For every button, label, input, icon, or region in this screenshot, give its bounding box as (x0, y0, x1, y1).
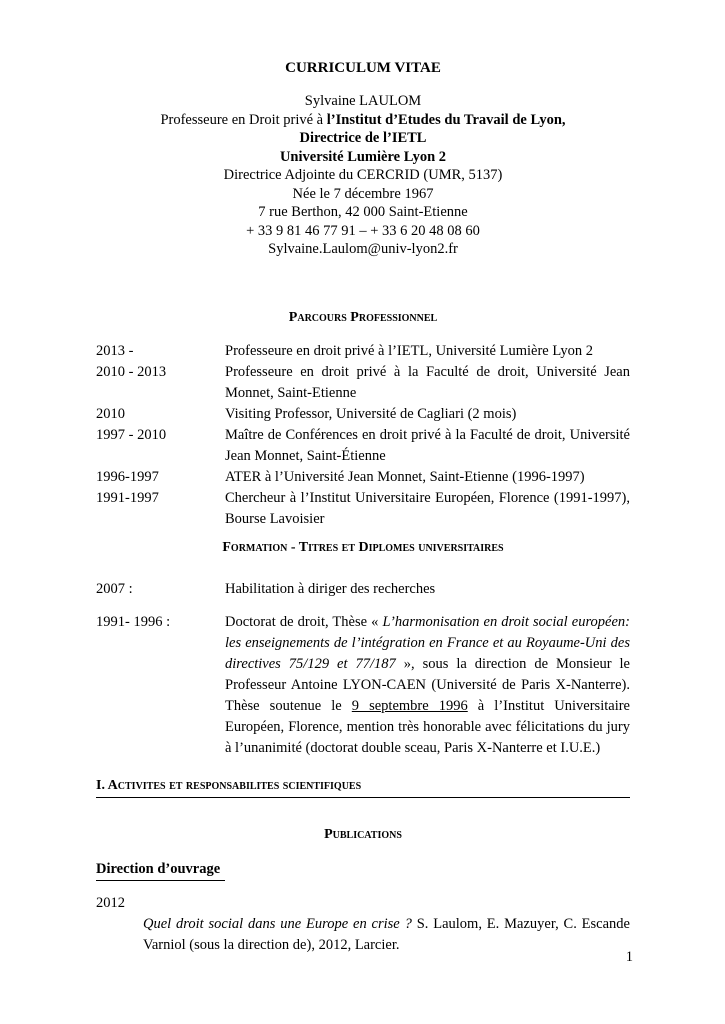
entry-description: Visiting Professor, Université de Cagliari (2 mois) (225, 405, 517, 422)
entry-year: 2010 (96, 405, 125, 422)
section-heading-parcours: Parcours Professionnel (288, 309, 438, 325)
parcours-entry (96, 488, 630, 530)
thesis-title: L’harmonisation en droit social européen: les enseignements de l’intégration en France et au Royaume-Uni des directives 75/129 et 77/187 (225, 613, 631, 672)
parcours-list (96, 341, 630, 530)
entry-description: ATER à l’Université Jean Monnet, Saint-Etienne (1996-1997) (225, 468, 585, 485)
section-heading-activites: I. Activites et responsabilites scientifiques (96, 775, 630, 798)
page-number: 1 (625, 949, 633, 965)
header-address: 7 rue Berthon, 42 000 Saint-Etienne (258, 204, 468, 220)
entry-description: Professeure en droit privé à l’IETL, Université Lumière Lyon 2 (225, 342, 594, 359)
subsection-direction-ouvrage-label: Direction d’ouvrage (96, 859, 225, 881)
header-position (96, 111, 630, 130)
entry-year: 2007 : (96, 580, 133, 597)
parcours-entry (96, 467, 630, 488)
doctorat-text-1: Doctorat de droit, Thèse « (225, 613, 383, 630)
thesis-defense-date: 9 septembre 1996 (351, 697, 468, 714)
contact-header (96, 92, 630, 259)
entry-year: 1997 - 2010 (96, 426, 167, 443)
publication-entry (143, 914, 630, 956)
parcours-entry (96, 341, 630, 362)
entry-year: 1991- 1996 : (96, 613, 171, 630)
publication-authors: S. Laulom, E. Mazuyer, C. Escande Varniol (sous la direction de), 2012, Larcier. (143, 915, 630, 953)
header-name: Sylvaine LAULOM (304, 93, 422, 109)
page-title: CURRICULUM VITAE (285, 60, 441, 76)
header-cercrid-role: Directrice Adjointe du CERCRID (UMR, 5137) (223, 167, 503, 183)
entry-description: Maître de Conférences en droit privé à la Faculté de droit, Université Jean Monnet, Saint-Étienne (225, 426, 630, 464)
formation-entry-doctorat (96, 612, 630, 759)
header-email: Sylvaine.Laulom@univ-lyon2.fr (268, 241, 458, 257)
entry-description: Chercheur à l’Institut Universitaire Européen, Florence (1991-1997), Bourse Lavoisier (225, 489, 630, 527)
entry-description: Professeure en droit privé à la Faculté de droit, Université Jean Monnet, Saint-Etienne (225, 363, 630, 401)
entry-year: 1991-1997 (96, 489, 159, 506)
header-birthdate: Née le 7 décembre 1967 (292, 185, 434, 202)
doctorat-text-2: », sous la direction de Monsieur le Professeur Antoine LYON-CAEN (Université de Paris X-Nanterre). Thèse soutenue le (225, 655, 630, 714)
header-director-role: Directrice de l’IETL (299, 130, 427, 146)
publication-year: 2012 (96, 894, 125, 911)
section-heading-formation: Formation - Titres et Diplomes universitaires (222, 539, 504, 555)
entry-description: Habilitation à diriger des recherches (225, 580, 436, 597)
parcours-entry (96, 404, 630, 425)
header-position-prefix: Professeure en Droit privé à (160, 111, 327, 128)
entry-year: 2010 - 2013 (96, 363, 167, 380)
header-phone-numbers: + 33 9 81 46 77 91 – + 33 6 20 48 08 60 (246, 222, 480, 239)
parcours-entry (96, 425, 630, 467)
entry-year: 2013 - (96, 342, 134, 359)
publication-title: Quel droit social dans une Europe en crise ? (143, 915, 412, 932)
doctorat-text-3: à l’Institut Universitaire Européen, Florence, mention très honorable avec félicitations du jury à l’unanimité (doctorat double sceau, Paris X-Nanterre et I.U.E.) (225, 697, 630, 756)
header-university: Université Lumière Lyon 2 (279, 148, 447, 165)
parcours-entry (96, 362, 630, 404)
entry-description (225, 612, 630, 759)
header-position-institute: l’Institut d’Etudes du Travail de Lyon, (326, 111, 566, 128)
subsection-direction-ouvrage (96, 859, 630, 881)
section-heading-publications: Publications (324, 826, 402, 842)
formation-entry-habilitation (96, 579, 630, 600)
entry-year: 1996-1997 (96, 468, 159, 485)
